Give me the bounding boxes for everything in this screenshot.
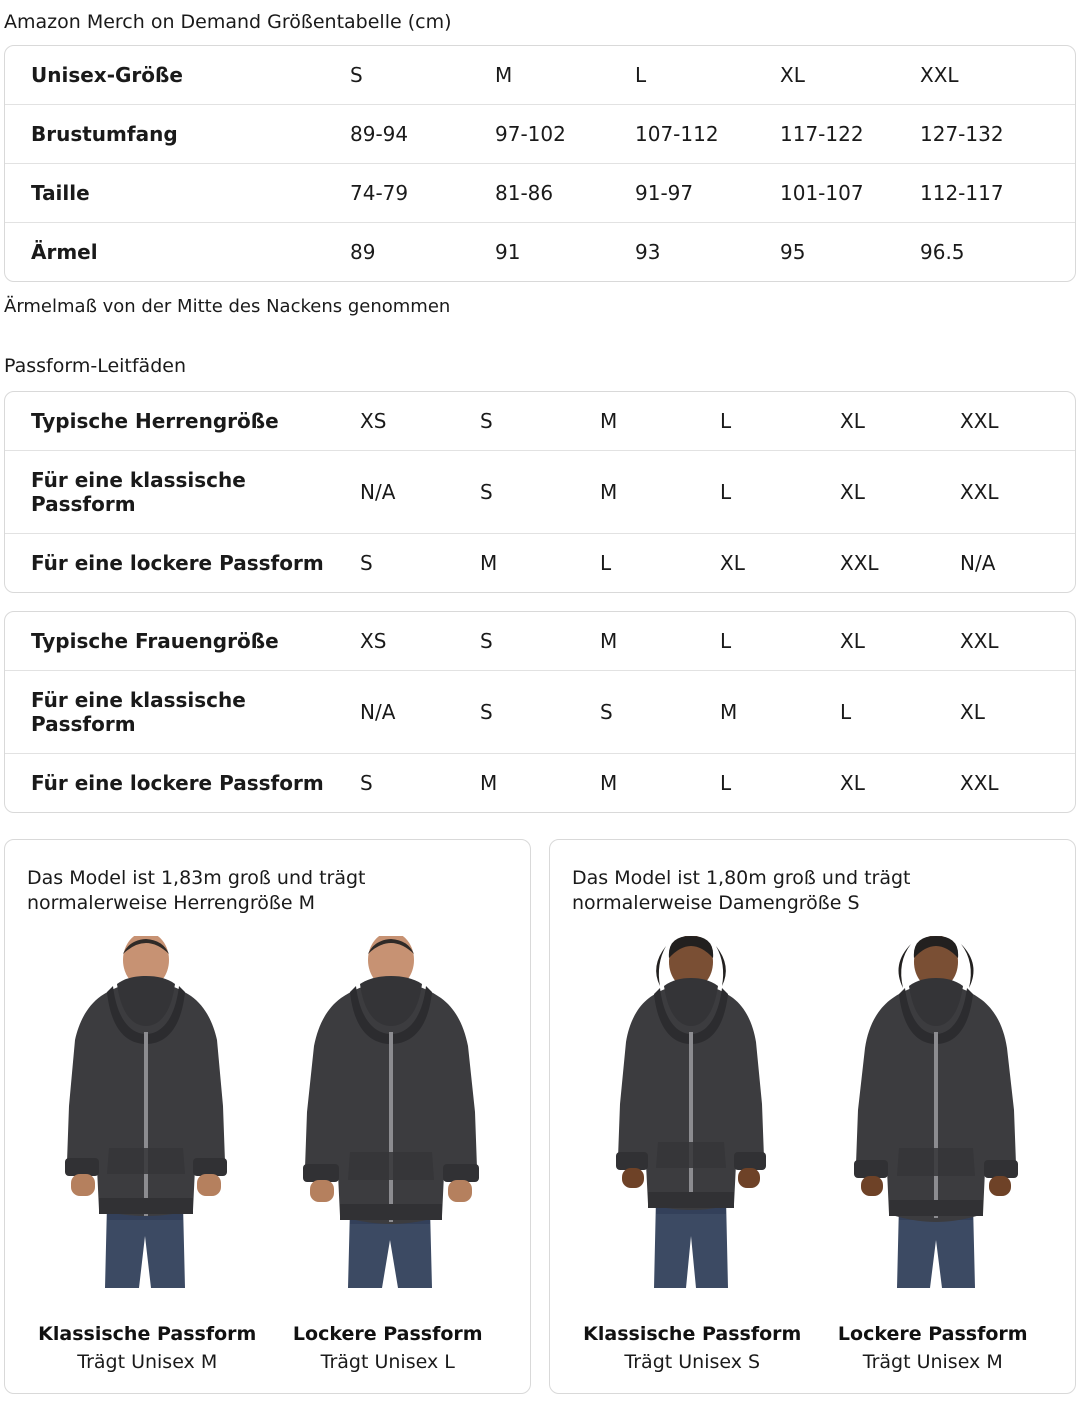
cell: XXL bbox=[960, 450, 1075, 533]
cell: XL bbox=[840, 628, 865, 653]
sleeve-note: Ärmelmaß von der Mitte des Nackens genommen bbox=[4, 295, 451, 317]
womens-fit-table bbox=[5, 612, 1075, 812]
female-figure-classic bbox=[572, 936, 808, 1306]
female-model-relaxed-fit-illustration bbox=[825, 936, 1045, 1306]
cell: 95 bbox=[780, 222, 920, 281]
row-header: Brustumfang bbox=[5, 104, 350, 163]
cell: N/A bbox=[960, 533, 1075, 592]
female-model-classic-fit-illustration bbox=[580, 936, 800, 1306]
cell: XXL bbox=[960, 753, 1075, 812]
male-model-classic-fit-illustration bbox=[35, 936, 255, 1306]
female-relaxed-label bbox=[813, 1320, 1054, 1377]
measurement-table-card bbox=[4, 45, 1076, 282]
wears-label: Trägt Unisex L bbox=[320, 1351, 455, 1374]
female-figures bbox=[572, 936, 1053, 1306]
mens-fit-table-card bbox=[4, 391, 1076, 593]
cell: M bbox=[600, 753, 720, 812]
cell: M bbox=[600, 450, 720, 533]
cell: M bbox=[480, 753, 600, 812]
cell: XL bbox=[720, 533, 840, 592]
cell: XL bbox=[780, 62, 805, 87]
female-figure-labels bbox=[572, 1320, 1053, 1377]
row-header: Für eine lockere Passform bbox=[5, 753, 360, 812]
cell: L bbox=[635, 62, 647, 87]
cell: S bbox=[360, 533, 480, 592]
male-model-card bbox=[4, 839, 531, 1394]
table-row bbox=[5, 163, 1075, 222]
cell: XXL bbox=[920, 62, 959, 87]
cell: L bbox=[720, 753, 840, 812]
cell: L bbox=[840, 670, 960, 753]
row-header: Für eine lockere Passform bbox=[5, 533, 360, 592]
table-row bbox=[5, 533, 1075, 592]
female-figure-relaxed bbox=[818, 936, 1054, 1306]
row-header: Taille bbox=[5, 163, 350, 222]
cell: M bbox=[600, 628, 618, 653]
cell: XXL bbox=[960, 628, 999, 653]
cell: 91 bbox=[495, 222, 635, 281]
male-relaxed-label bbox=[268, 1320, 509, 1377]
row-header: Für eine klassische Passform bbox=[5, 670, 360, 753]
cell: M bbox=[495, 62, 513, 87]
womens-fit-table-card bbox=[4, 611, 1076, 813]
male-model-relaxed-fit-illustration bbox=[280, 936, 500, 1306]
cell: S bbox=[600, 670, 720, 753]
wears-label: Trägt Unisex S bbox=[624, 1351, 761, 1374]
male-figure-labels bbox=[27, 1320, 508, 1377]
table-row bbox=[5, 392, 1075, 451]
cell: XL bbox=[960, 670, 1075, 753]
cell: L bbox=[720, 450, 840, 533]
male-model-description: Das Model ist 1,83m groß und trägt normalerweise Herrengröße M bbox=[27, 866, 366, 915]
cell: XS bbox=[360, 408, 387, 433]
cell: 93 bbox=[635, 222, 780, 281]
male-classic-label bbox=[27, 1320, 268, 1377]
cell: M bbox=[720, 670, 840, 753]
cell: M bbox=[480, 533, 600, 592]
fit-label: Klassische Passform bbox=[38, 1322, 257, 1345]
cell: XL bbox=[840, 408, 865, 433]
page-title: Amazon Merch on Demand Größentabelle (cm) bbox=[4, 11, 452, 33]
cell: 127-132 bbox=[920, 104, 1075, 163]
cell: L bbox=[720, 408, 732, 433]
fit-guides-title: Passform-Leitfäden bbox=[4, 354, 186, 377]
cell: 81-86 bbox=[495, 163, 635, 222]
table-row bbox=[5, 612, 1075, 671]
cell: N/A bbox=[360, 450, 480, 533]
cell: L bbox=[600, 533, 720, 592]
table-row bbox=[5, 753, 1075, 812]
cell: S bbox=[480, 408, 493, 433]
cell: S bbox=[480, 628, 493, 653]
table-row bbox=[5, 222, 1075, 281]
cell: 97-102 bbox=[495, 104, 635, 163]
table-row bbox=[5, 670, 1075, 753]
female-model-description: Das Model ist 1,80m groß und trägt normalerweise Damengröße S bbox=[572, 866, 911, 915]
cell: XL bbox=[840, 450, 960, 533]
model-cards-row bbox=[4, 839, 1076, 1394]
cell: S bbox=[360, 753, 480, 812]
table-row bbox=[5, 104, 1075, 163]
cell: 89-94 bbox=[350, 104, 495, 163]
cell: 107-112 bbox=[635, 104, 780, 163]
table-row bbox=[5, 46, 1075, 105]
cell: 112-117 bbox=[920, 163, 1075, 222]
male-figure-relaxed bbox=[273, 936, 509, 1306]
cell: M bbox=[600, 408, 618, 433]
cell: L bbox=[720, 628, 732, 653]
row-header: Typische Herrengröße bbox=[31, 408, 279, 433]
male-figure-classic bbox=[27, 936, 263, 1306]
row-header: Unisex-Größe bbox=[31, 62, 183, 87]
cell: XXL bbox=[840, 533, 960, 592]
row-header: Ärmel bbox=[5, 222, 350, 281]
male-figures bbox=[27, 936, 508, 1306]
female-classic-label bbox=[572, 1320, 813, 1377]
cell: 74-79 bbox=[350, 163, 495, 222]
cell: XXL bbox=[960, 408, 999, 433]
cell: XS bbox=[360, 628, 387, 653]
cell: 91-97 bbox=[635, 163, 780, 222]
measurement-table bbox=[5, 46, 1075, 281]
fit-label: Lockere Passform bbox=[292, 1322, 483, 1345]
fit-label: Lockere Passform bbox=[837, 1322, 1028, 1345]
mens-fit-table bbox=[5, 392, 1075, 592]
wears-label: Trägt Unisex M bbox=[77, 1351, 218, 1374]
fit-label: Klassische Passform bbox=[583, 1322, 802, 1345]
table-row bbox=[5, 450, 1075, 533]
wears-label: Trägt Unisex M bbox=[862, 1351, 1003, 1374]
cell: N/A bbox=[360, 670, 480, 753]
cell: S bbox=[480, 450, 600, 533]
cell: 89 bbox=[350, 222, 495, 281]
cell: 101-107 bbox=[780, 163, 920, 222]
cell: S bbox=[480, 670, 600, 753]
female-model-card bbox=[549, 839, 1076, 1394]
cell: XL bbox=[840, 753, 960, 812]
row-header: Typische Frauengröße bbox=[31, 628, 279, 653]
cell: S bbox=[350, 62, 363, 87]
cell: 117-122 bbox=[780, 104, 920, 163]
row-header: Für eine klassische Passform bbox=[5, 450, 360, 533]
cell: 96.5 bbox=[920, 222, 1075, 281]
